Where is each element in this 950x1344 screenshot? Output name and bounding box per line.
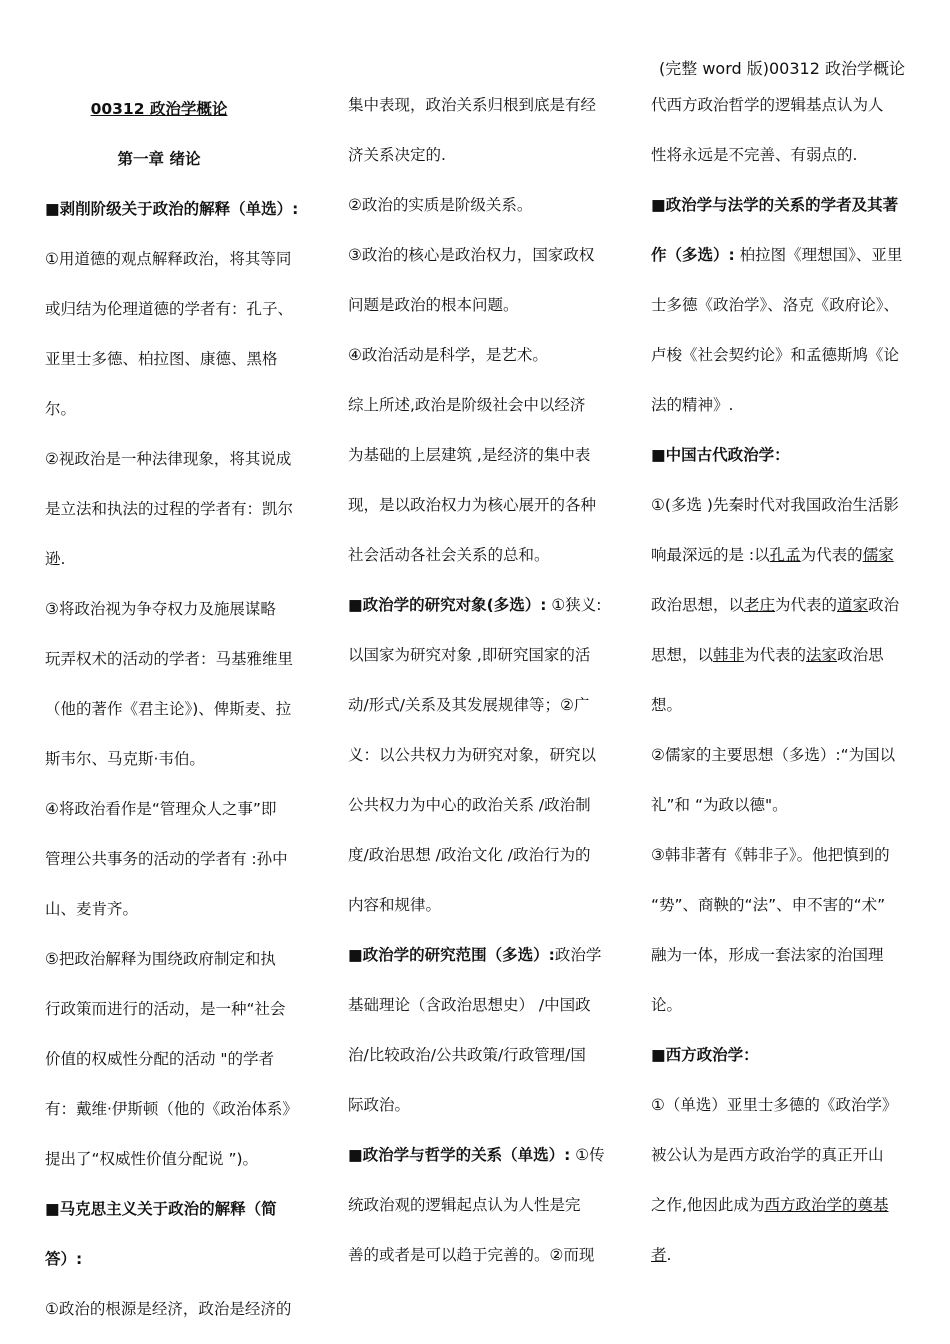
text-line: 者. [651,1246,672,1264]
section-heading: 作（多选）: 柏拉图《理想国》、亚里 [651,246,903,264]
text-line: （他的著作《君主论》)、俾斯麦、拉 [45,700,292,718]
section-heading: ■马克思主义关于政治的解释（简 [45,1200,277,1218]
page-header: (完整 word 版)00312 政治学概论 [659,59,905,78]
text-line: 动/形式/关系及其发展规律等；②广 [348,696,590,714]
text-line: 为基础的上层建筑 ,是经济的集中表 [348,446,591,464]
text-line: 价值的权威性分配的活动 "的学者 [45,1050,275,1068]
text-line: 提出了“权威性价值分配说 ”)。 [45,1150,259,1168]
text-line: 统政治观的逻辑起点认为人性是完 [348,1196,581,1214]
text-line: 综上所述,政治是阶级社会中以经济 [348,396,586,414]
text-line: ③将政治视为争夺权力及施展谋略 [45,600,276,618]
text-line: 性将永远是不完善、有弱点的. [651,146,858,164]
text-line: 政治思想，以老庄为代表的道家政治 [651,596,900,614]
text-line: ②儒家的主要思想（多选）:“为国以 [651,746,896,764]
section-heading: ■中国古代政治学： [651,446,790,464]
text-line: ②视政治是一种法律现象，将其说成 [45,450,292,468]
text-line: ③韩非著有《韩非子》。他把慎到的 [651,846,890,864]
text-line: ①用道德的观点解释政治，将其等同 [45,250,292,268]
text-line: 士多德《政治学》、洛克《政府论》、 [651,296,900,314]
text-line: 礼”和 “为政以德"。 [651,796,788,814]
text-line: 山、麦肯齐。 [45,900,139,918]
text-line: 内容和规律。 [348,896,442,914]
chapter-heading: 第一章 绪论 [117,150,201,168]
text-line: 响最深远的是 :以孔孟为代表的儒家 [651,546,894,564]
text-line: 以国家为研究对象 ,即研究国家的活 [348,646,591,664]
text-line: ①(多选 )先秦时代对我国政治生活影 [651,496,899,514]
text-line: 是立法和执法的过程的学者有：凯尔 [45,500,294,518]
text-line: 思想，以韩非为代表的法家政治思 [651,646,884,664]
text-line: 法的精神》. [651,396,734,414]
text-line: 被公认为是西方政治学的真正开山 [651,1146,884,1164]
text-line: 义：以公共权力为研究对象，研究以 [348,746,597,764]
text-line: 或归结为伦理道德的学者有：孔子、 [45,300,294,318]
text-line: 善的或者是可以趋于完善的。②而现 [348,1246,595,1264]
column-3 [651,80,909,1280]
section-heading: ■政治学与哲学的关系（单选）: ①传 [348,1146,605,1164]
text-line: 论。 [651,996,683,1014]
section-heading: ■剥削阶级关于政治的解释（单选）: [45,200,299,218]
text-line: 代西方政治哲学的逻辑基点认为人 [651,96,884,114]
text-line: 管理公共事务的活动的学者有 :孙中 [45,850,288,868]
section-heading: ■政治学的研究范围（多选）:政治学 [348,946,602,964]
text-line: 公共权力为中心的政治关系 /政治制 [348,796,591,814]
column-1 [45,84,303,1334]
text-line: ②政治的实质是阶级关系。 [348,196,533,214]
text-line: ①（单选）亚里士多德的《政治学》 [651,1096,898,1114]
text-line: 斯韦尔、马克斯·韦伯。 [45,750,205,768]
text-line: 之作,他因此成为西方政治学的奠基 [651,1196,889,1214]
text-line: ④将政治看作是“管理众人之事”即 [45,800,277,818]
text-line: 度/政治思想 /政治文化 /政治行为的 [348,846,591,864]
text-line: ⑤把政治解释为围绕政府制定和执 [45,950,276,968]
section-heading: ■政治学的研究对象(多选）: ①狭义: [348,596,602,614]
text-line: 社会活动各社会关系的总和。 [348,546,550,564]
text-line: 想。 [651,696,683,714]
text-line: “势”、商鞅的“法”、申不害的“术” [651,896,886,914]
column-2 [348,80,606,1280]
section-heading: ■政治学与法学的关系的学者及其著 [651,196,899,214]
text-line: 现，是以政治权力为核心展开的各种 [348,496,597,514]
text-line: ③政治的核心是政治权力，国家政权 [348,246,595,264]
text-line: 济关系决定的. [348,146,446,164]
text-line: 基础理论（含政治思想史） /中国政 [348,996,591,1014]
section-heading: ■西方政治学： [651,1046,759,1064]
text-line: 有：戴维·伊斯顿（他的《政治体系》 [45,1100,298,1118]
document-title: 00312 政治学概论 [90,100,228,118]
text-line: 治/比较政治/公共政策/行政管理/国 [348,1046,586,1064]
text-line: 集中表现，政治关系归根到底是有经 [348,96,597,114]
text-line: 玩弄权术的活动的学者：马基雅维里 [45,650,294,668]
text-line: 逊. [45,550,66,568]
text-line: 卢梭《社会契约论》和孟德斯鸠《论 [651,346,900,364]
text-line: ④政治活动是科学，是艺术。 [348,346,548,364]
text-line: 际政治。 [348,1096,411,1114]
text-line: ①政治的根源是经济，政治是经济的 [45,1300,292,1318]
text-line: 问题是政治的根本问题。 [348,296,519,314]
text-line: 行政策而进行的活动，是一种“社会 [45,1000,286,1018]
section-heading: 答）: [45,1250,83,1268]
text-line: 融为一体，形成一套法家的治国理 [651,946,884,964]
text-line: 亚里士多德、柏拉图、康德、黑格尔。 [45,350,278,418]
